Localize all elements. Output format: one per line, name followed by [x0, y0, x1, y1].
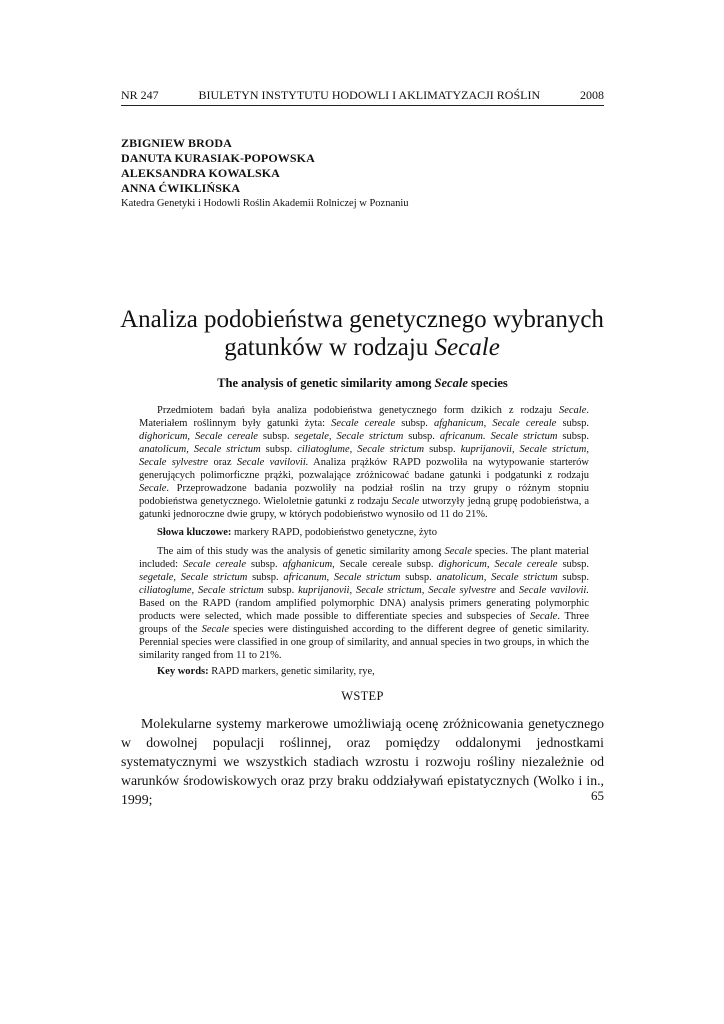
text-run: , Secale cereale subsp.	[332, 559, 439, 570]
title-text: gatunków w rodzaju	[224, 334, 435, 361]
italic-run: Secale	[391, 496, 420, 507]
keywords-label: Key words:	[157, 666, 209, 677]
italic-run: dighoricum, Secale cereale	[139, 431, 258, 442]
text-run: . Materiałem roślinnym były gatunki żyta:	[139, 405, 589, 429]
text-run: subsp.	[260, 444, 298, 455]
keywords-text: markery RAPD, podobieństwo genetyczne, żyto	[231, 527, 437, 538]
text-run: . Przeprowadzone badania pozwoliły na podział roślin na trzy grupy o różnym stopniu podobieństwa genetycznego. Wieloletnie gatunki z rodzaju	[139, 483, 589, 507]
italic-run: Secale cereale	[183, 559, 247, 570]
text-run: oraz	[208, 457, 237, 468]
italic-run: dighoricum, Secale cereale	[438, 559, 558, 570]
paper-title	[100, 306, 624, 362]
text-run: species were distinguished according to the different degree of genetic similarity. Perennial species were classified in one group of similarity, and annual species in two groups, in which the similarity ranged from 11 to 21%.	[139, 624, 589, 661]
italic-run: Secale strictum	[333, 572, 401, 583]
italic-run: Secale vavilovii.	[236, 457, 309, 468]
text-run: subsp.	[263, 585, 299, 596]
subtitle-genus: Secale	[434, 376, 468, 390]
abstract-english-text	[139, 545, 589, 662]
text-run: subsp.	[395, 418, 434, 429]
title-line-1: Analiza podobieństwa genetycznego wybranych	[120, 306, 604, 333]
header-rule	[121, 105, 604, 106]
keywords-english-line	[139, 665, 589, 678]
keywords-label: Słowa kluczowe:	[157, 527, 232, 538]
text-run: subsp.	[557, 559, 589, 570]
text-run: ,	[483, 418, 493, 429]
text-run: subsp.	[247, 572, 284, 583]
italic-run: Secale cereale	[331, 418, 396, 429]
italic-run: Secale	[444, 546, 472, 557]
text-run: subsp.	[424, 444, 461, 455]
text-run: utworzyły jedną grupę podobieństwa, a gatunki jednoroczne dwie grupy, w których podobieństwo wynosiło od 11 do 21%.	[139, 496, 589, 520]
text-run: subsp.	[557, 572, 589, 583]
title-line-2	[100, 334, 624, 362]
italic-run: kuprijanovii, Secale strictum, Secale sylvestre	[298, 585, 496, 596]
text-run: and	[495, 585, 519, 596]
section-heading: WSTEP	[341, 689, 384, 703]
text-run: Analiza prążków RAPD pozwoliła na wytypowanie starterów generujących polimorficzne prążki, pozwalające zróżnicować badane gatunki i podgatunki z rodzaju	[139, 457, 589, 481]
italic-run: afghanicum	[282, 559, 333, 570]
italic-run: africanum	[283, 572, 327, 583]
keywords-polish	[139, 526, 589, 539]
text-run: Based on the RAPD (random amplified polymorphic DNA) analysis primers generating polymorphic products were selected, which made possible to differentiate species and subspecies of	[139, 598, 589, 622]
italic-run: africanum. Secale strictum	[439, 431, 558, 442]
text-run: species. The plant material included:	[139, 546, 589, 570]
italic-run: Secale	[201, 624, 230, 635]
abstract-polish	[139, 404, 589, 521]
author-name: ALEKSANDRA KOWALSKA	[121, 166, 280, 180]
title-genus: Secale	[434, 334, 500, 361]
author-block	[121, 136, 604, 211]
text-run: subsp.	[246, 559, 283, 570]
page-number: 65	[591, 788, 604, 803]
affiliation: Katedra Genetyki i Hodowli Roślin Akademii Rolniczej w Poznaniu	[121, 198, 409, 209]
text-run: subsp.	[400, 572, 437, 583]
publication-year: 2008	[579, 88, 604, 102]
keywords-text: RAPD markers, genetic similarity, rye,	[208, 666, 375, 677]
abstract-polish-text	[139, 404, 589, 521]
running-header	[121, 88, 604, 102]
italic-run: kuprijanovii, Secale strictum, Secale sylvestre	[139, 444, 589, 468]
italic-run: ciliatoglume, Secale strictum	[139, 585, 264, 596]
italic-run: anatolicum, Secale strictum	[139, 444, 261, 455]
text-run: The aim of this study was the analysis of genetic similarity among	[157, 546, 445, 557]
subtitle-text: The analysis of genetic similarity among	[217, 376, 435, 390]
author-name: ANNA ĆWIKLIŃSKA	[121, 181, 241, 195]
subtitle-text: species	[467, 376, 508, 390]
journal-name: BIULETYN INSTYTUTU HODOWLI I AKLIMATYZACJI ROŚLIN	[198, 88, 541, 102]
author-name: ZBIGNIEW BRODA	[121, 136, 232, 150]
italic-run: segetale, Secale strictum	[294, 431, 404, 442]
author-name: DANUTA KURASIAK-POPOWSKA	[121, 151, 315, 165]
text-run: subsp.	[257, 431, 295, 442]
keywords-english	[139, 665, 589, 678]
text-run: subsp.	[557, 431, 589, 442]
text-run: subsp.	[403, 431, 440, 442]
italic-run: Secale cereale	[492, 418, 557, 429]
text-run: Przedmiotem badań była analiza podobieństwa genetycznego form dzikich z rodzaju	[157, 405, 559, 416]
italic-run: afghanicum	[433, 418, 484, 429]
italic-run: Secale	[558, 405, 587, 416]
text-run: subsp.	[556, 418, 590, 429]
abstract-english	[139, 545, 589, 662]
english-title	[121, 376, 604, 391]
body-paragraph: Molekularne systemy markerowe umożliwiają ocenę zróżnicowania genetycznego w dowolnej populacji roślinnej, oraz pomiędzy oddalonymi jednostkami systematycznymi we wszystkich stadiach wzrostu i rozwoju rośliny niezależnie od warunków środowiskowych oraz przy braku oddziaływań epistatycznych (Wolko i in., 1999;	[121, 716, 604, 807]
issue-number: NR 247	[121, 88, 159, 102]
text-run: ,	[326, 572, 334, 583]
text-run: . Three groups of the	[139, 611, 589, 635]
italic-run: Secale	[529, 611, 558, 622]
italic-run: Secale	[139, 483, 167, 494]
body-text	[121, 714, 604, 809]
italic-run: anatolicum, Secale strictum	[436, 572, 558, 583]
keywords-polish-line	[139, 526, 589, 539]
italic-run: Secale vavilovii.	[518, 585, 589, 596]
italic-run: segetale, Secale strictum	[139, 572, 248, 583]
italic-run: ciliatoglume, Secale strictum	[297, 444, 425, 455]
